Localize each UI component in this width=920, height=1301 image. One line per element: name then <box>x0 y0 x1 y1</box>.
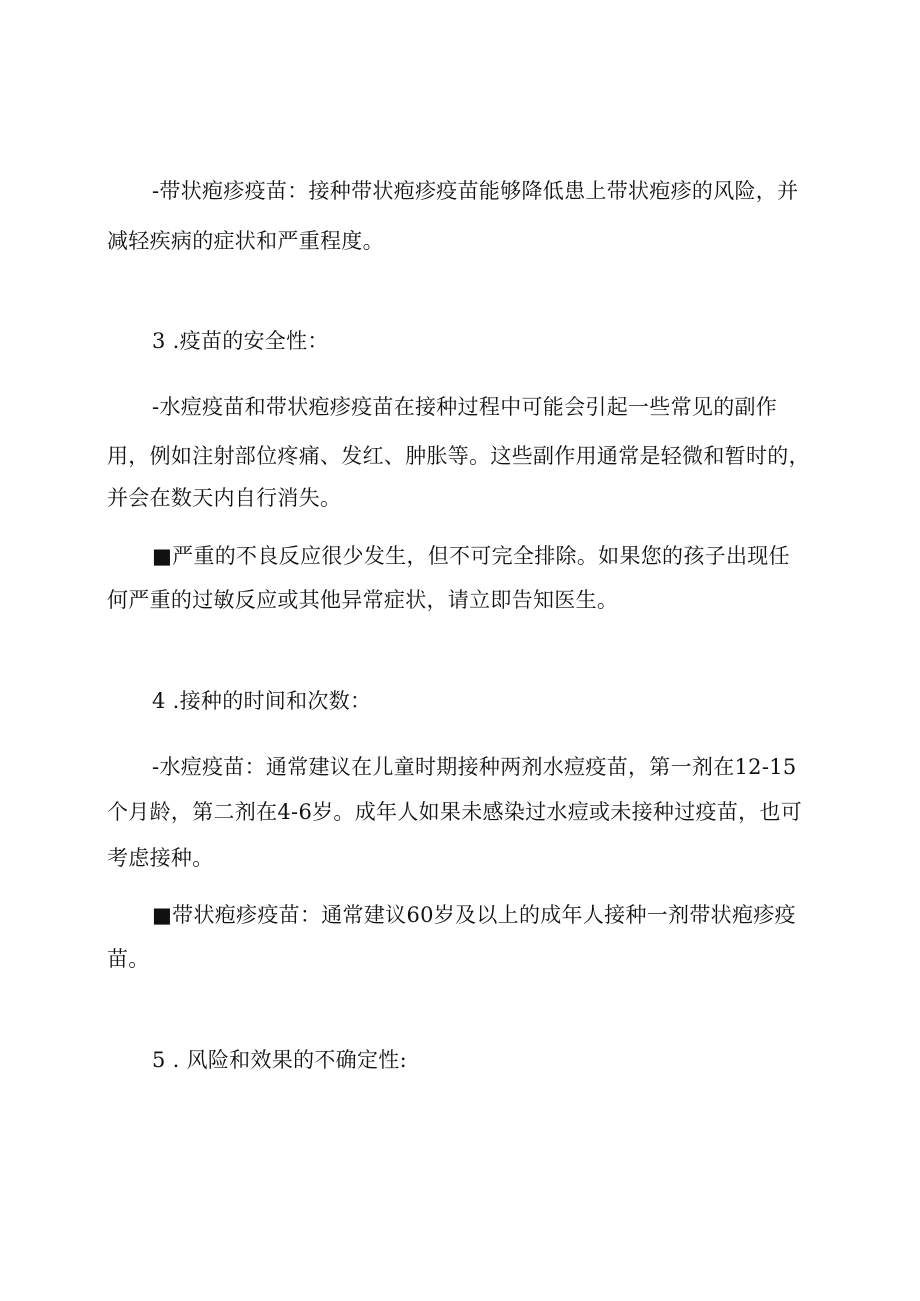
safety-paragraph-1-line-1: -水痘疫苗和带状疱疹疫苗在接种过程中可能会引起一些常见的副作 <box>152 395 778 419</box>
safety-paragraph-1-line-3: 并会在数天内自行消失。 <box>107 486 342 510</box>
varicella-schedule-line-2: 个月龄，第二剂在4-6岁。成年人如果未感染过水痘或未接种过疫苗，也可 <box>107 800 803 824</box>
section-5-heading: 5 . 风险和效果的不确定性: <box>152 1048 407 1072</box>
varicella-schedule-line-3: 考虑接种。 <box>107 846 214 870</box>
safety-paragraph-2-line-2: 何严重的过敏反应或其他异常症状，请立即告知医生。 <box>107 588 619 612</box>
shingles-schedule-line-2: 苗。 <box>107 947 150 971</box>
safety-paragraph-1-line-2: 用，例如注射部位疼痛、发红、肿胀等。这些副作用通常是轻微和暂时的， <box>107 444 810 468</box>
shingles-vaccine-paragraph-line-1: -带状疱疹疫苗：接种带状疱疹疫苗能够降低患上带状疱疹的风险，并 <box>152 179 799 203</box>
section-4-heading: 4 .接种的时间和次数： <box>152 689 372 713</box>
shingles-vaccine-paragraph-line-2: 减轻疾病的症状和严重程度。 <box>107 229 384 253</box>
section-3-heading: 3 .疫苗的安全性： <box>152 329 329 353</box>
shingles-schedule-line-1: ■带状疱疹疫苗：通常建议60岁及以上的成年人接种一剂带状疱疹疫 <box>152 903 796 927</box>
safety-paragraph-2-line-1: ■严重的不良反应很少发生，但不可完全排除。如果您的孩子出现任 <box>152 544 790 568</box>
varicella-schedule-line-1: -水痘疫苗：通常建议在儿童时期接种两剂水痘疫苗，第一剂在12-15 <box>152 755 797 779</box>
